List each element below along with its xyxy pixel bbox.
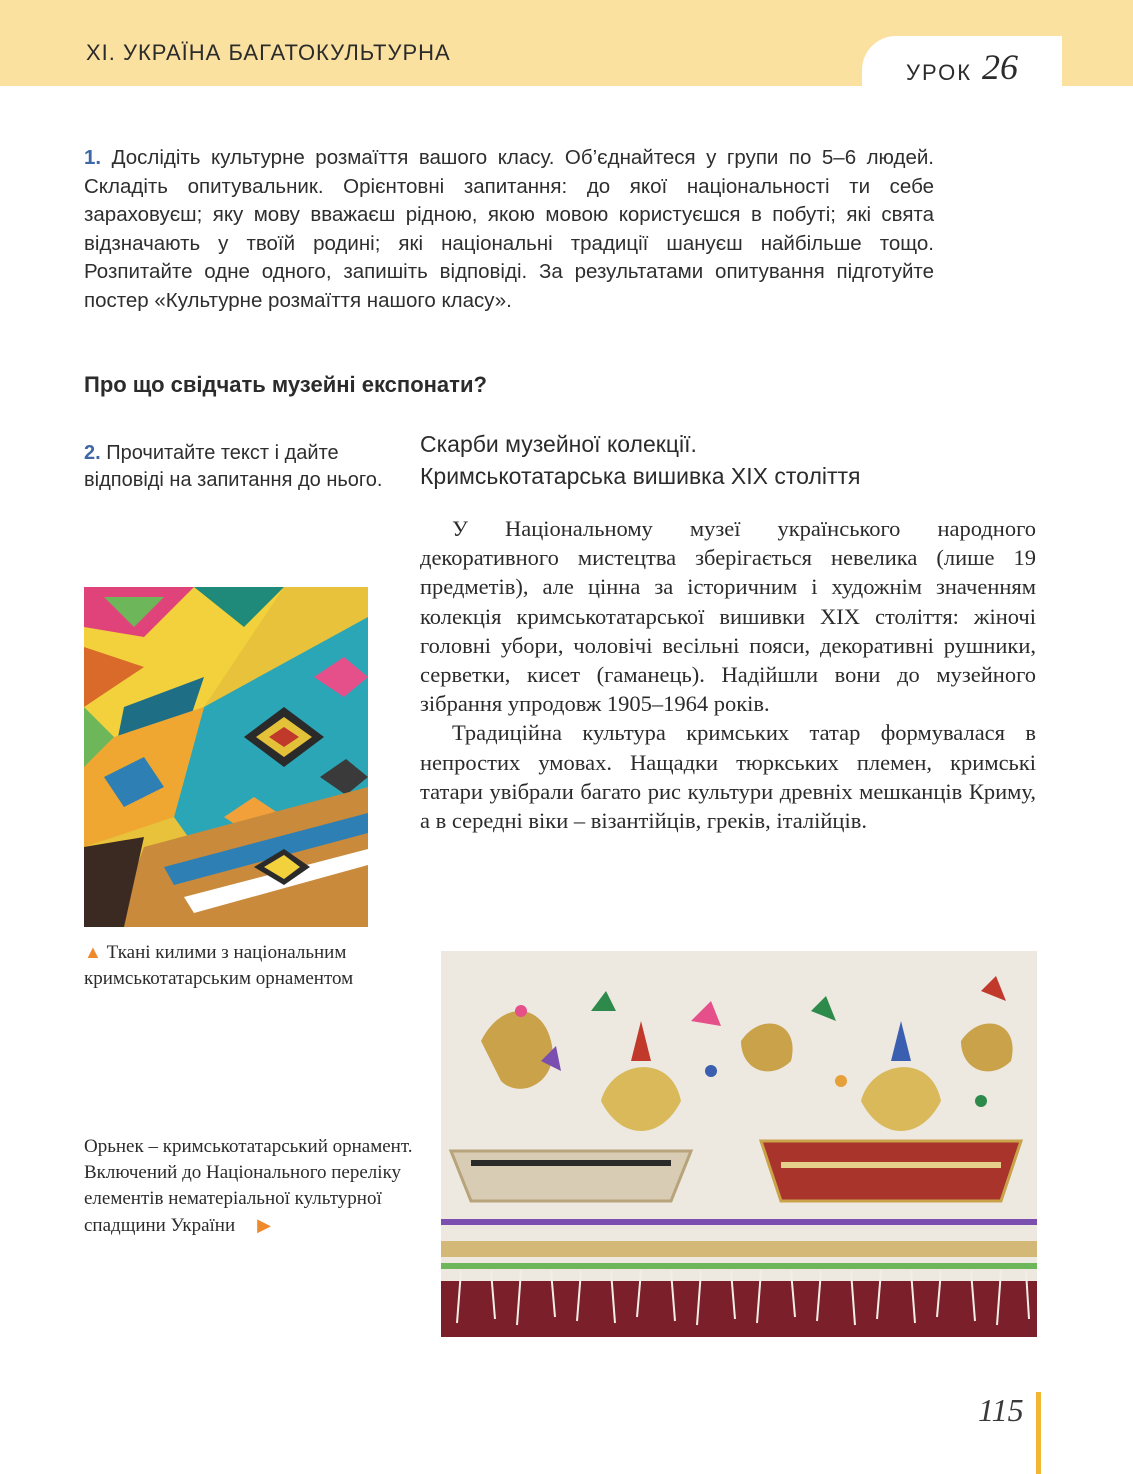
carpets-photo	[84, 587, 368, 927]
article-title-line-1: Скарби музейної колекції.	[420, 431, 697, 457]
article-title	[420, 428, 1020, 492]
embroidery-photo	[441, 951, 1037, 1337]
task-1-number: 1.	[84, 146, 102, 169]
task-1	[84, 144, 934, 315]
task-2-number: 2.	[84, 442, 101, 464]
section-title: XI. УКРАЇНА БАГАТОКУЛЬТУРНА	[86, 40, 451, 65]
task-1-text: Дослідіть культурне розмаїття вашого класу. Об’єднайтеся у групи по 5–6 людей. Складіть опитувальник. Орієнтовні запитання: до якої національності ти себе зараховуєш; яку мову вважаєш рідною, якою мовою користуєшся в побуті; які свята відзначають у твоїй родині; які національні традиції шануєш найбільше тощо. Розпитайте одне одного, запишіть відповіді. За результатами опитування підготуйте постер «Культурне розмаїття нашого класу».	[84, 146, 934, 312]
page-number: 115	[978, 1392, 1024, 1428]
carpets-caption-text: Ткані килими з національним кримськотатарським орнаментом	[84, 942, 354, 989]
lesson-number: 26	[982, 47, 1018, 87]
task-2-text: Прочитайте текст і дайте відповіді на запитання до нього.	[84, 442, 383, 491]
page-number-bar	[1036, 1392, 1041, 1474]
triangle-right-icon: ▶	[257, 1215, 271, 1235]
article-paragraph-1: У Національному музеї українського народного декоративного мистецтва зберігається невелика (лише 19 предметів), але цінна за історичним і художнім значенням колекція кримськотатарської вишивки XIX століття: жіночі головні убори, чоловічі весільні пояси, декоративні рушники, серветки, кисет (гаманець). Надійшли вони до музейного зібрання упродовж 1905–1964 років.	[420, 516, 1036, 717]
article-title-line-2: Кримськотатарська вишивка XIX століття	[420, 463, 861, 489]
orneck-caption	[84, 1134, 424, 1239]
triangle-up-icon: ▲	[84, 942, 102, 962]
task-2	[84, 440, 384, 494]
lesson-label: УРОК	[906, 60, 973, 85]
carpets-caption	[84, 939, 374, 992]
orneck-caption-text: Орьнек – кримськотатарський орнамент. Включений до Національного переліку елементів нематеріальної культурної спадщини України	[84, 1136, 413, 1236]
article-body	[420, 514, 1036, 835]
article-paragraph-2: Традиційна культура кримських татар формувалася в непростих умовах. Нащадки тюркських племен, кримські татари увібрали багато рис культури древніх мешканців Криму, а в середні віки – візантійців, греків, італійців.	[420, 720, 1036, 834]
question-heading: Про що свідчать музейні експонати?	[84, 372, 487, 397]
